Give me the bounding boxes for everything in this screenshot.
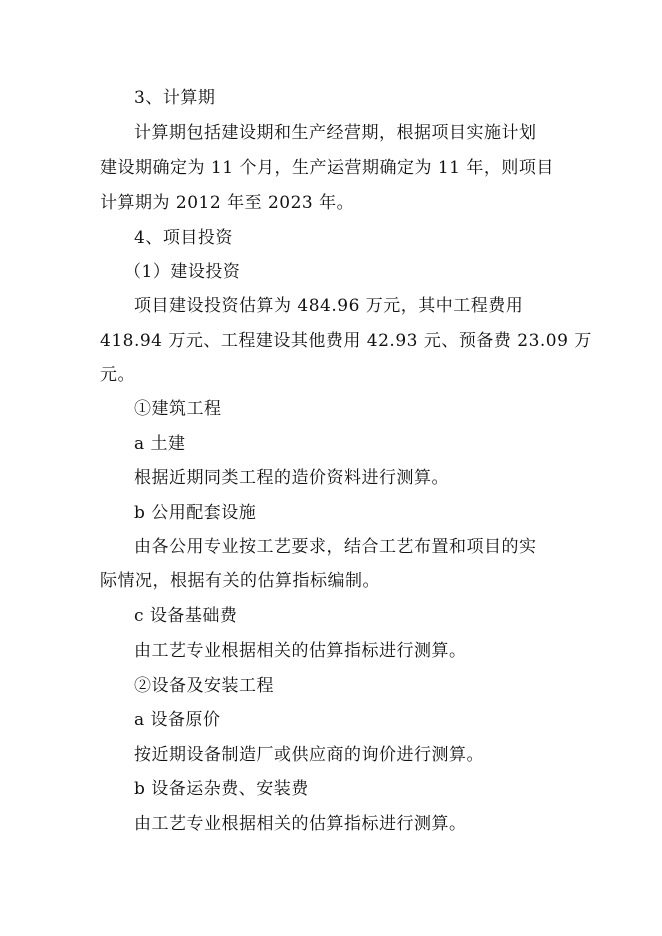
paragraph-line: 项目建设投资估算为 484.96 万元，其中工程费用	[134, 296, 524, 316]
paragraph-line: 元。	[100, 365, 135, 385]
sub-item-heading: b 设备运杂费、安装费	[134, 779, 309, 799]
sub-item-heading: c 设备基础费	[134, 606, 238, 626]
paragraph-line: 418.94 万元、工程建设其他费用 42.93 元、预备费 23.09 万	[100, 331, 592, 351]
sub-item-heading: b 公用配套设施	[134, 503, 257, 523]
section-heading-calculation-period: 3、计算期	[134, 88, 216, 108]
item-heading-equipment-installation: ②设备及安装工程	[134, 676, 274, 696]
paragraph-line: 建设期确定为 11 个月，生产运营期确定为 11 年，则项目	[100, 158, 554, 178]
paragraph-line: 计算期包括建设期和生产经营期，根据项目实施计划	[134, 123, 537, 143]
sub-item-heading: a 土建	[134, 434, 186, 454]
paragraph-line: 根据近期同类工程的造价资料进行测算。	[134, 468, 449, 488]
item-heading-building-works: ①建筑工程	[134, 399, 222, 419]
paragraph-line: 计算期为 2012 年至 2023 年。	[100, 193, 355, 213]
paragraph-line: 由各公用专业按工艺要求，结合工艺布置和项目的实	[134, 537, 537, 557]
paragraph-line: 际情况，根据有关的估算指标编制。	[100, 571, 380, 591]
paragraph-line: 按近期设备制造厂或供应商的询价进行测算。	[134, 745, 484, 765]
subsection-heading-construction-investment: （1）建设投资	[124, 262, 241, 282]
paragraph-line: 由工艺专业根据相关的估算指标进行测算。	[134, 814, 467, 834]
section-heading-project-investment: 4、项目投资	[134, 228, 233, 248]
sub-item-heading: a 设备原价	[134, 710, 221, 730]
paragraph-line: 由工艺专业根据相关的估算指标进行测算。	[134, 641, 467, 661]
